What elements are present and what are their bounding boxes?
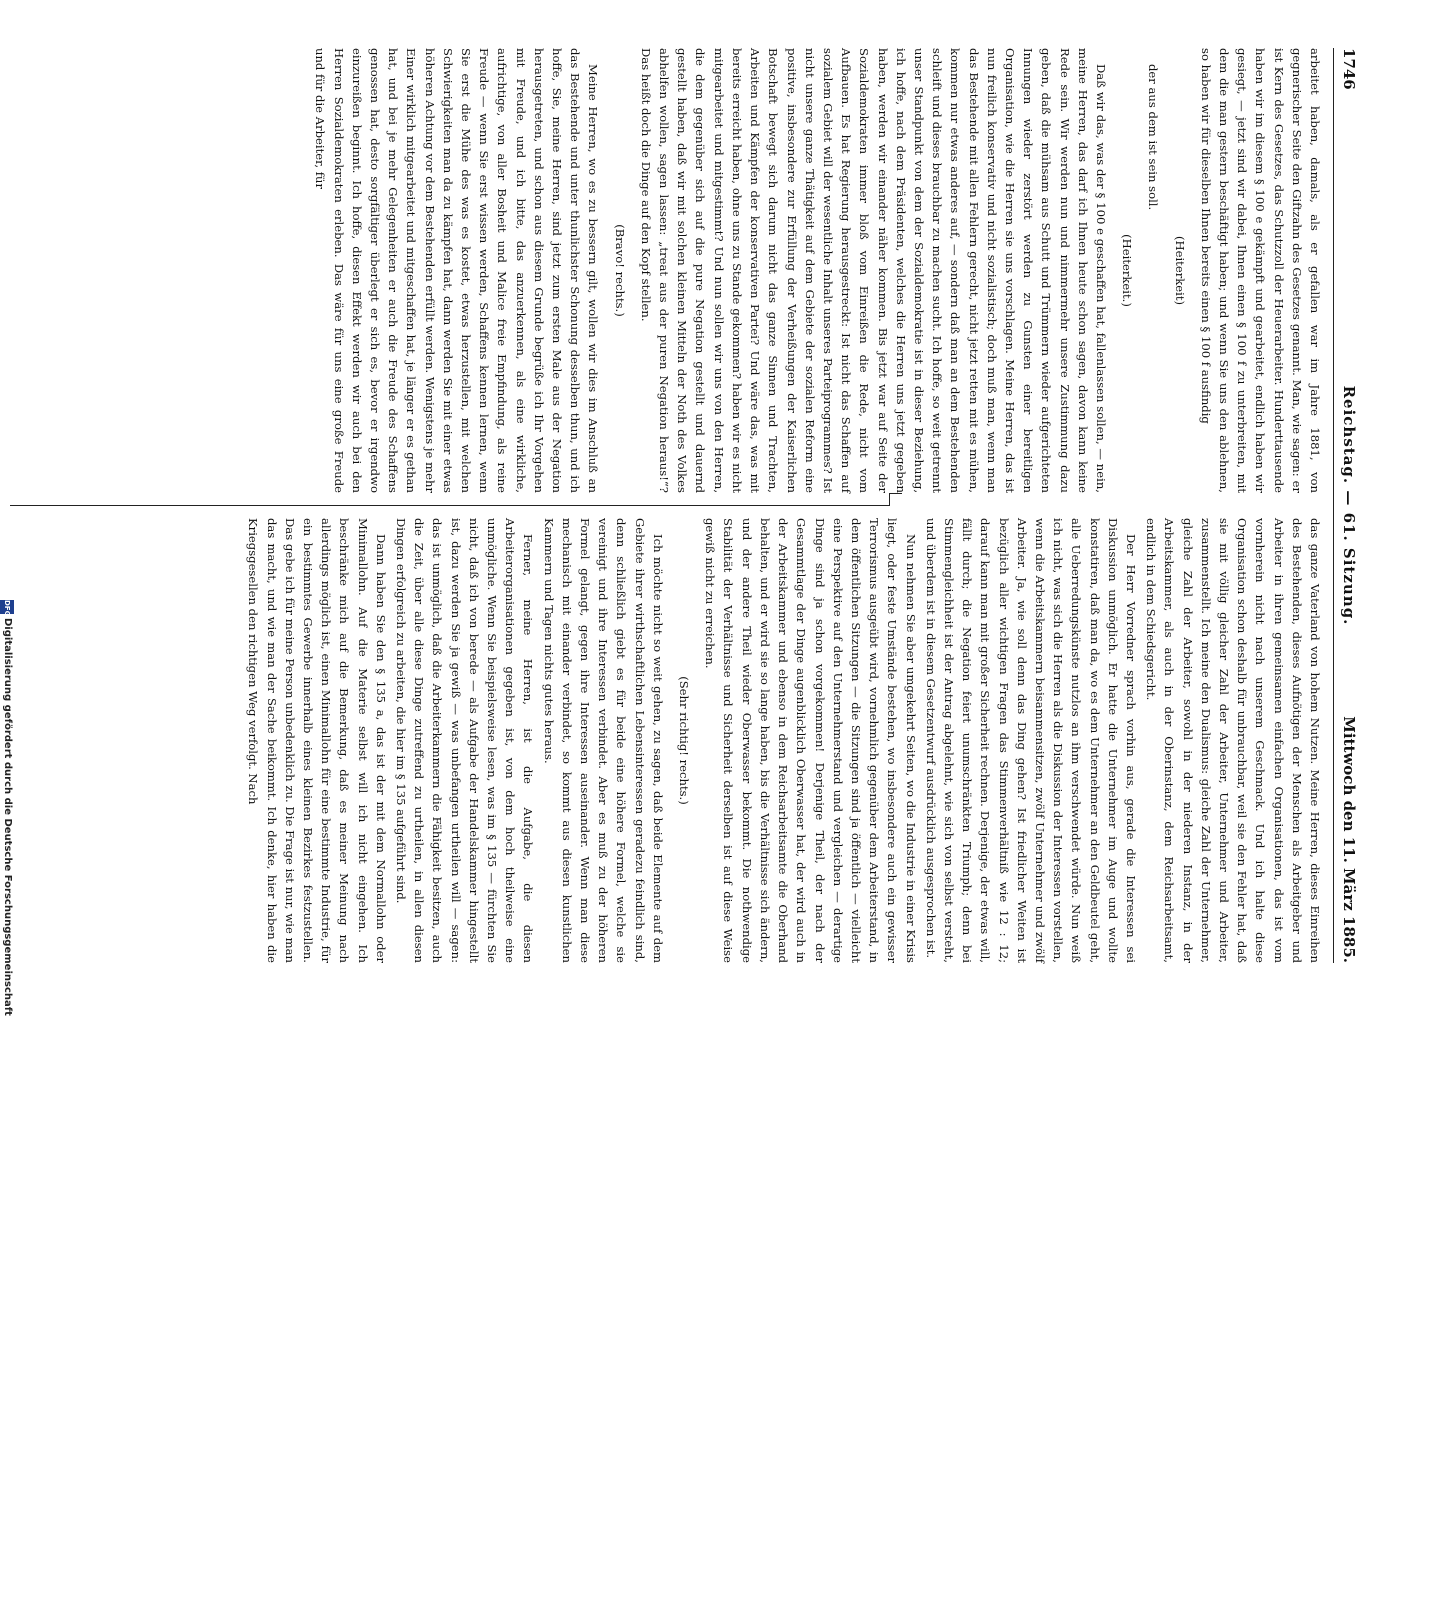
page-number: 1746 (1340, 48, 1358, 90)
paragraph: Nun nehmen Sie aber umgekehrt Seiten, wo die Industrie in einer Krisis liegt, oder feste Umstände bestehen, wo insbesondere auch ein gewisser Terrorismus ausgeübt wird, vornehmlich gegenüber dem Arbeiterstand, in dem öffentlichen Sitzungen — die Sitzungen sind ja öffentlich — vielleicht eine Perspektive auf den Unternehmerstand und vergleichen — derartige Dinge sind ja schon vorgekommen! Derjenige Theil, der nach der Gesammtlage der Dinge augenblicklich Oberwasser hat, der wird auch in der Arbeitskammer und ebenso in dem Reichsarbeitsamte die Oberhand behalten, und er wird sie so lange haben, bis die Verhältnisse sich ändern, und der andere Theil wieder Oberwasser bekommt. Die nothwendige Stabilität der Verhältnisse und Sicherheit derselben ist auf diese Weise gewiß nicht zu erreichen. (703, 518, 918, 963)
running-title: Reichstag. — 61. Sitzung. (1340, 385, 1358, 626)
paragraph: der aus dem ist sein soll. (1146, 64, 1161, 211)
interjection: (Sehr richtig! rechts.) (677, 676, 692, 805)
page-header (1333, 48, 1360, 963)
column-rule (10, 505, 890, 506)
interjection: (Heiterkeit) (1172, 235, 1187, 306)
left-column (309, 48, 1324, 493)
column-rule-top (890, 493, 902, 494)
paragraph: das ganze Vaterland von hohem Nutzen. Meine Herren, dieses Einreihen des Bestehenden, dieses Aufnötigen der Menschen als Arbeitgeber und Arbeiter in ihren gemeinsamen einfachen Organisationen, das ist vom vornherein nicht nach unserem Geschmack. Und ich halte diese Organisation schon deshalb für unbrauchbar, weil sie den Fehler hat, daß sie mit völlig gleicher Zahl der Arbeiter, Unternehmer und Arbeiter, zusammenstellt. Ich meine den Dualismus: gleiche Zahl der Unternehmer, gleiche Zahl der Arbeiter, sowohl in der niederen Instanz, in der Arbeitskammer, als auch in der Oberinstanz, dem Reichsarbeitsamt, endlich in dem Schiedsgericht. (1144, 518, 1322, 963)
paragraph: Ich möchte nicht so weit gehen, zu sagen, daß beide Elemente auf dem Gebiete ihrer wirthschaftlichen Lebensinteressen geradezu feindlich sind, denn schließlich giebt es für beide eine höhere Formel, welche sie vereinigt und ihre Interessen verbindet. Aber es muß zu der höheren Formel gelangt, gegen ihre Interessen auseinander. Wenn man diese mechanisch mit einander verbindet, so kommt aus diesen kunstlichen Kammern und Tagen nichts gutes heraus. (541, 518, 665, 963)
digitization-credit (0, 600, 14, 1016)
paragraph: Ferner, meine Herren, ist die Aufgabe, die diesen Arbeiterorganisationen gegeben ist, von dem hoch theilweise eine unmögliche. Wenn Sie beispielsweise lesen, was im § 135 — fürchten Sie nicht, daß ich von berede — als Aufgabe der Handelskammer hingestellt ist, dazu werden Sie ja gewiß — was unbefangen urtheilen will — sagen: das ist unmöglich, daß die Arbeiterkammern die Fähigkeit besitzen, auch die Zeit, über alle diese Dinge zutreffend zu urtheilen, in allen diesen Dingen erfolgreich zu arbeiten, die hier im § 135 aufgeführt sind. (394, 518, 536, 963)
paragraph: Daß wir das, was der § 100 e geschaffen hat, fallenlassen sollen, — nein, meine Herren, das darf ich Ihnen heute schon sagen, davon kann keine Rede sein. Wir werden nun und nimmermehr unsere Zustimmung dazu geben, daß die mühsam aus Schutt und Trümmern wieder aufgerichteten Innungen wieder zerstört werden zu Gunsten einer bereitligen Organisation, wie die Herren sie uns vorschlagen. Meine Herren, das ist nun freilich konservativ und nicht sozialistisch; doch muß man, wenn man das Bestehende mit allen Fehlern gerecht, nicht jetzt retten mit es mühen, kommen nur etwas anderes auf, — sondern daß man an dem Bestehenden schleift und dieses brauchbar zu machen sucht. Ich hoffe, so weit getrennt unser Standpunkt von dem der Sozialdemokratie ist in dieser Beziehung, ich hoffe, nach dem Präsidenten, welches die Herren uns jetzt gegeben haben, werden wir einander näher kommen. Bis jetzt war auf Seite der Sozialdemokraten immer bloß vom Einreißen die Rede, nicht vom Aufbauen. Es hat Regierung herausgestreckt: Ist nicht das Schaffen auf sozialem Gebiet will der wesentliche Inhalt unseres Parteiprogrammes? Ist nicht unsere ganze Thätigkeit auf dem Gebiete der sozialen Reform eine positive, insbesondere zur Erfüllung der Verheißungen der Kaiserlichen Botschaft bewegt sich darum nicht das ganze Sinnen und Trachten, Arbeiten und Kämpfen der konservativen Partei? Und wäre das, was mit bereits erreicht haben, ohne uns zu Stande gekommen? haben wir es nicht mitgearbeitet und mitgestimmt? Und nun sollen wir uns von den Herren, die dem gegenüber sich auf die pure Negation gestellt und dauernd gestellt haben, daß wir mit solchen kleinen Mitteln der Noth des Volkes abhelfen wollen, sagen lassen: „treat aus der puren Negation heraus!“? Das heißt doch die Dinge auf den Kopf stellen. (638, 48, 1108, 493)
paragraph: Der Herr Vorredner sprach vorhin aus, gerade die Interessen sei Diskussion unmöglich. Er hatte die Unternehmer im Auge und wollte konstatiren, daß man da, wo es dem Unternehmer an den Geldbeutel geht, alle Ueberredungskünste nutzlos an ihm verschwendet würde. Nun weiß ich nicht, was sich die Herren als die Diskussion der Interessen vorstellen, wenn die Arbeitskammern beisammensitzen, zwölf Unternehmer und zwölf Arbeiter. Ja, wie soll denn das Ding gehen? Ist friedlicher Weiten ist bezüglich aller wichtigen Fragen das Stimmenverhältniß wie 12 : 12; darauf kann man mit großer Sicherheit rechnen. Derjenige, der etwas will, fällt durch; die Negation feiert unumschränkten Triumph; denn bei Stimmengleichheit ist der Antrag abgelehnt, wie sich von selbst versteht, und überdem ist in diesem Gesetzentwurf ausdrücklich ausgesprochen ist. (923, 518, 1138, 963)
dfg-logo: DFG (0, 600, 14, 614)
paragraph: arbeitet haben, damals, als er gefallen war im Jahre 1881, von gegnerischer Seite den Giftzahn des Gesetzes genannt. Man, wie sagen: er ist Kern des Gesetzes, das Schutzzoll der Heuerarbeiter. Hunderttausende haben wir im diesem § 100 e gekämpft und gearbeitet, endlich haben wir gesiegt, — jetzt sind wir dabei, Ihnen einen § 100 f zu unterbreiten, mit dem die man gestern beschäftigt haben; und wenn Sie uns den ablehnen, so haben wir für dieselben Ihnen bereits einen § 100 f ausfindig (1198, 48, 1322, 493)
credit-text: Digitalisierung gefördert durch die Deutsche Forschungsgemeinschaft (2, 618, 13, 1016)
session-date: Mittwoch den 11. März 1885. (1340, 716, 1358, 963)
paragraph: Meine Herren, wo es zu bessern gilt, wollen wir dies im Anschluß an das Bestehende und unter thunlichster Schonung desselben thun, und ich hoffe, Sie, meine Herren, sind jetzt zum ersten Male aus der Negation herausgetreten, und schon aus diesem Grunde begrüße ich Ihr Vorgehen mit Freude, und ich bitte, das anzuerkennen, als eine wirkliche, aufrichtige, von aller Bosheit und Malice freie Empfindung, als reine Freude — wenn Sie erst wissen werden, Schaffens kennen lernen, wenn Sie erst die Mühe des was es kostet, etwas herzustellen, mit welchen Schwierigkeiten man da zu kämpfen hat, dann werden Sie mit einer etwas höheren Achtung vor dem Bestehenden erfüllt werden. Wenigstens je mehr Einer wirklich mitgearbeitet und mitgeschaffen hat, je länger er es gethan hat, und bei je mehr Gelegenheiten er auch die Freude des Schaffens genossen hat, desto sorgfältiger überlegt er sich es, bevor er irgendwo einzureißen beginnt. Ich hoffe, diesen Effekt werden wir auch bei den Herren Sozialdemokraten erleben. Das wäre für uns eine große Freude und für die Arbeiter, für (313, 48, 601, 493)
interjection: (Heiterkeit.) (1120, 234, 1135, 307)
interjection: (Bravo! rechts.) (612, 224, 627, 317)
right-column (242, 518, 1324, 963)
credit-strip (0, 600, 14, 1600)
column-rule-step (889, 493, 890, 505)
paragraph: Dann haben Sie den § 135 a, das ist der mit dem Normallohn oder Minimallohn. Auf die Materie selbst will ich nicht eingehen. Ich beschränke mich auf die Bemerkung, daß es meiner Meinung nach allerdings möglich ist, einen Minimallohn für eine bestimmte Industrie, für ein bestimmtes Gewerbe innerhalb eines kleinen Bezirkes festzustellen. Das gebe ich für meine Person unbedenklich zu. Die Frage ist nur, wie man das macht, und wie man der Sache beikommt. Ich denke, hier haben die Kriegsgesellen den richtigen Weg verfolgt. Nach (246, 518, 388, 963)
